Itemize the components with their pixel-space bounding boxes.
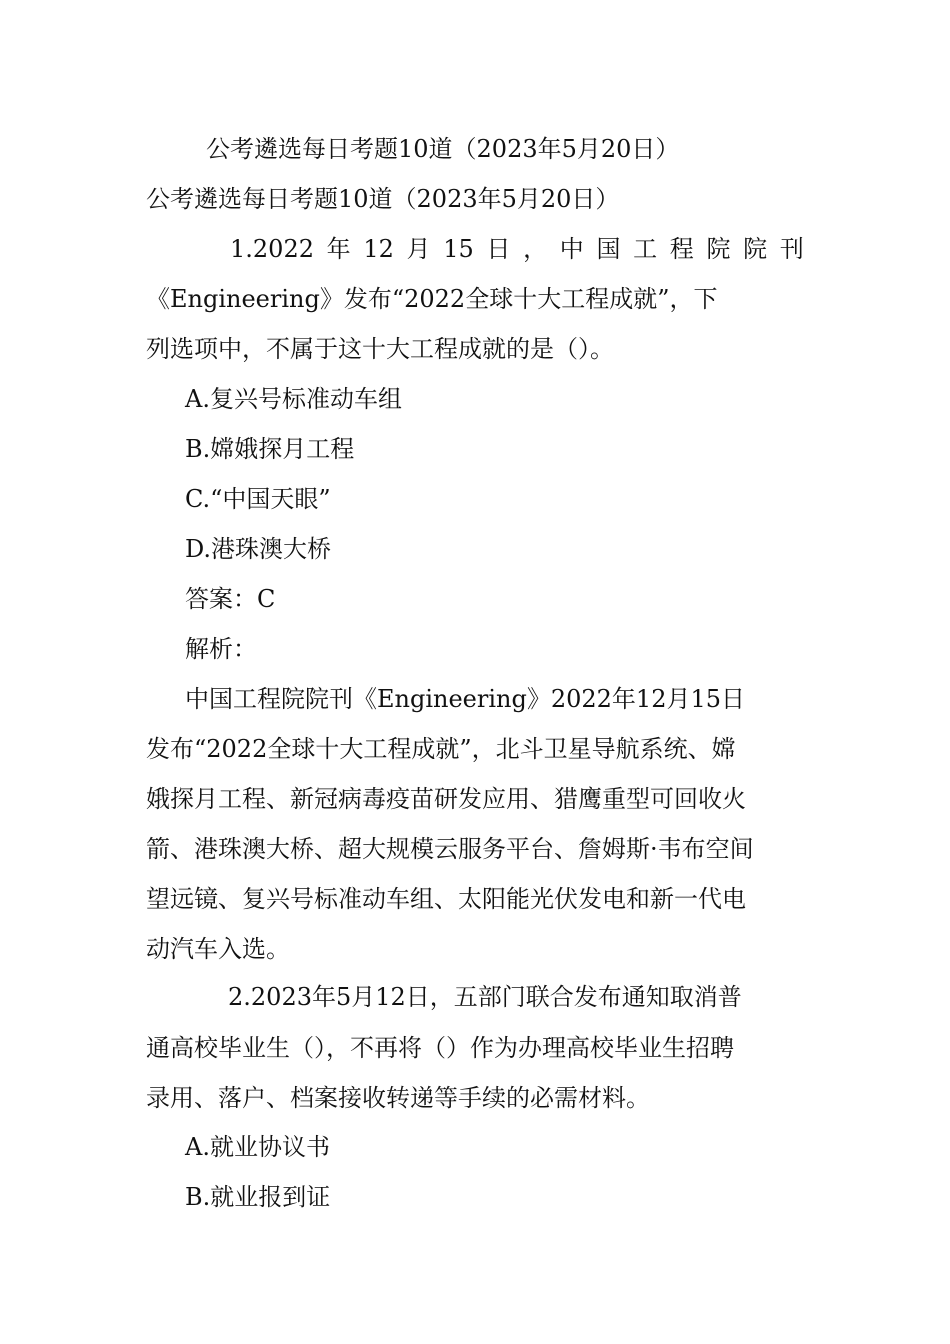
question-1-line-1: 1.2022 年 12 月 15 日 ， 中 国 工 程 院 院 刊	[230, 235, 804, 263]
question-2-option-b: B.就业报到证	[185, 1183, 331, 1211]
question-2-option-a: A.就业协议书	[185, 1133, 330, 1161]
question-2-line-2: 通高校毕业生（），不再将（）作为办理高校毕业生招聘	[146, 1034, 734, 1062]
question-1-line-3: 列选项中，不属于这十大工程成就的是（）。	[146, 335, 614, 363]
question-1-option-d: D.港珠澳大桥	[185, 535, 332, 563]
question-1-analysis-line-6: 动汽车入选。	[146, 935, 290, 963]
question-2-line-3: 录用、落户、档案接收转递等手续的必需材料。	[146, 1084, 650, 1112]
question-1-option-a: A.复兴号标准动车组	[185, 385, 402, 413]
document-title-centered: 公考遴选每日考题10道（2023年5月20日）	[206, 135, 680, 163]
question-1-option-c: C.“中国天眼”	[185, 485, 331, 513]
question-1-analysis-line-5: 望远镜、复兴号标准动车组、太阳能光伏发电和新一代电	[146, 885, 746, 913]
question-1-line-2: 《Engineering》发布“2022全球十大工程成就”，下	[146, 285, 718, 313]
question-1-option-b: B.嫦娥探月工程	[185, 435, 355, 463]
question-2-line-1: 2.2023年5月12日，五部门联合发布通知取消普	[228, 983, 742, 1011]
question-1-analysis-line-3: 娥探月工程、新冠病毒疫苗研发应用、猎鹰重型可回收火	[146, 785, 746, 813]
question-1-answer: 答案：C	[185, 585, 276, 613]
question-1-analysis-label: 解析：	[185, 635, 257, 663]
question-1-analysis-line-1: 中国工程院院刊《Engineering》2022年12月15日	[185, 685, 746, 713]
document-title: 公考遴选每日考题10道（2023年5月20日）	[146, 185, 620, 213]
question-1-analysis-line-4: 箭、港珠澳大桥、超大规模云服务平台、詹姆斯·韦布空间	[146, 835, 754, 863]
question-1-analysis-line-2: 发布“2022全球十大工程成就”，北斗卫星导航系统、嫦	[146, 735, 736, 763]
